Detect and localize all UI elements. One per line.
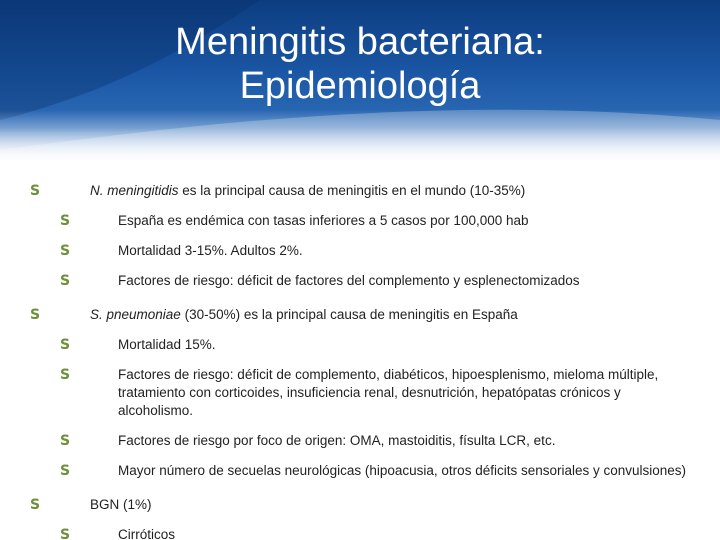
s-bullet-icon: S (30, 307, 41, 323)
s-bullet-icon: S (30, 497, 41, 513)
bullet-level1 (30, 182, 690, 200)
bullet-level2 (30, 432, 690, 450)
bullet-text: Mortalidad 15%. (118, 337, 216, 352)
bullet-text: Mortalidad 3-15%. Adultos 2%. (118, 243, 303, 258)
bullet-level2 (30, 212, 690, 230)
bullet-level2 (30, 336, 690, 354)
s-bullet-icon: S (60, 243, 71, 259)
bullet-level2 (30, 526, 690, 540)
s-bullet-icon: S (30, 183, 41, 199)
title-line-2: Epidemiología (239, 65, 481, 107)
s-bullet-icon: S (60, 337, 71, 353)
s-bullet-icon: S (60, 213, 71, 229)
header-fade (0, 110, 720, 170)
bullet-text: Factores de riesgo: déficit de complemento, diabéticos, hipoesplenismo, mieloma múltiple, tratamiento con corticoides, insuficiencia renal, desnutrición, hepatópatas crónicos y alcoholismo. (118, 367, 659, 418)
bullet-text: BGN (1%) (90, 497, 152, 512)
s-bullet-icon: S (60, 433, 71, 449)
bullet-text: es la principal causa de meningitis en el mundo (10-35%) (178, 183, 526, 198)
organism-name: N. meningitidis (90, 183, 179, 198)
s-bullet-icon: S (60, 463, 71, 479)
bullet-text: (30-50%) es la principal causa de meningitis en España (180, 307, 518, 322)
bullet-text: Mayor número de secuelas neurológicas (hipoacusia, otros déficits sensoriales y convulsiones) (118, 463, 687, 478)
bullet-text: Factores de riesgo: déficit de factores del complemento y esplenectomizados (118, 273, 580, 288)
slide-title (0, 20, 720, 108)
bullet-level2 (30, 272, 690, 290)
bullet-text: Factores de riesgo por foco de origen: OMA, mastoiditis, físulta LCR, etc. (118, 433, 556, 448)
bullet-level2 (30, 242, 690, 260)
organism-name: S. pneumoniae (90, 307, 181, 322)
bullet-level2 (30, 462, 690, 480)
bullet-list (30, 182, 690, 540)
s-bullet-icon: S (60, 527, 71, 540)
bullet-text: Cirróticos (118, 527, 176, 540)
bullet-level2 (30, 366, 690, 420)
bullet-level1 (30, 496, 690, 514)
title-line-1: Meningitis bacteriana: (175, 21, 545, 63)
bullet-level1 (30, 306, 690, 324)
s-bullet-icon: S (60, 367, 71, 383)
s-bullet-icon: S (60, 273, 71, 289)
bullet-text: España es endémica con tasas inferiores a 5 casos por 100,000 hab (118, 213, 529, 228)
